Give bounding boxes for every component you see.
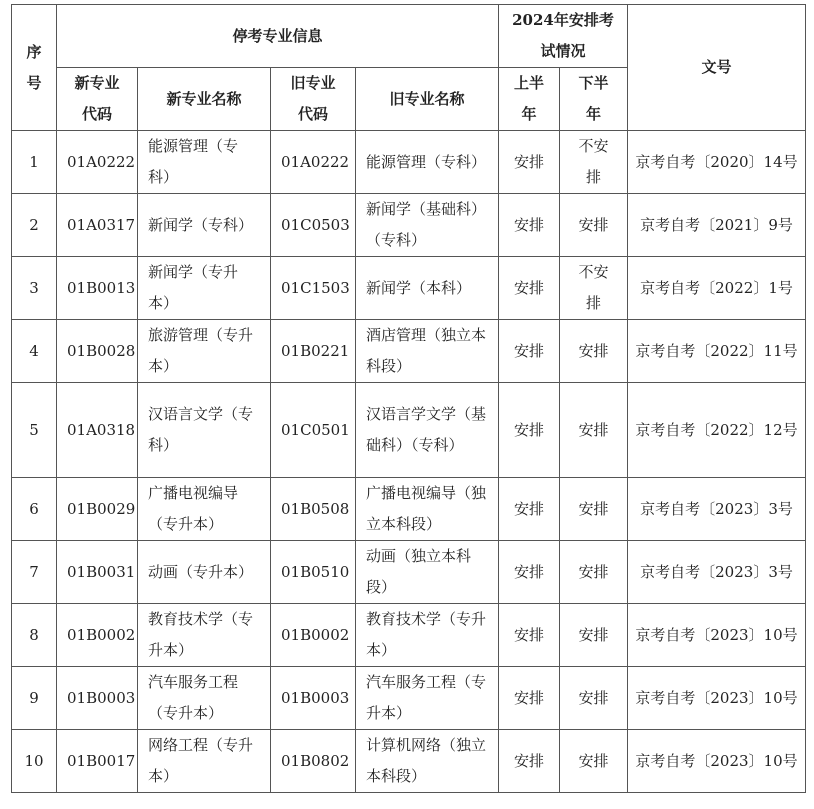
cell-second-half <box>560 257 628 320</box>
cell-new-code: 01B0002 <box>57 604 138 667</box>
cell-old-code: 01B0221 <box>271 320 356 383</box>
cell-seq: 6 <box>12 478 57 541</box>
cell-old-name-text: 汉语言学文学（基础科）（专科） <box>366 405 487 454</box>
header-new-name: 新专业名称 <box>138 68 271 131</box>
cell-second-half <box>560 320 628 383</box>
cell-new-name <box>138 604 271 667</box>
cell-old-name <box>356 194 499 257</box>
cell-second-half <box>560 541 628 604</box>
cell-new-code: 01B0028 <box>57 320 138 383</box>
header-second-half: 下半年 <box>560 68 628 131</box>
cell-second-half-text: 安排 <box>578 625 609 644</box>
exam-table <box>11 4 806 793</box>
table-row <box>12 667 806 730</box>
cell-first-half: 安排 <box>499 383 560 478</box>
cell-doc-no: 京考自考〔2022〕12号 <box>628 383 806 478</box>
cell-old-code: 01B0510 <box>271 541 356 604</box>
cell-doc-no: 京考自考〔2023〕10号 <box>628 730 806 793</box>
header-row-1 <box>12 5 806 68</box>
cell-new-name <box>138 320 271 383</box>
cell-second-half-text: 安排 <box>578 751 609 770</box>
cell-old-code: 01C0503 <box>271 194 356 257</box>
cell-new-code: 01A0318 <box>57 383 138 478</box>
cell-new-code: 01B0003 <box>57 667 138 730</box>
cell-second-half-text: 不安排 <box>578 263 609 312</box>
cell-first-half: 安排 <box>499 257 560 320</box>
cell-first-half: 安排 <box>499 541 560 604</box>
cell-old-name-text: 能源管理（专科） <box>366 152 487 171</box>
cell-old-code: 01B0003 <box>271 667 356 730</box>
table-row <box>12 257 806 320</box>
cell-seq: 8 <box>12 604 57 667</box>
cell-first-half: 安排 <box>499 667 560 730</box>
cell-old-name <box>356 730 499 793</box>
cell-old-name <box>356 667 499 730</box>
cell-new-name <box>138 730 271 793</box>
cell-first-half: 安排 <box>499 478 560 541</box>
header-first-half: 上半年 <box>499 68 560 131</box>
cell-new-code: 01B0029 <box>57 478 138 541</box>
cell-seq: 7 <box>12 541 57 604</box>
cell-second-half-text: 安排 <box>578 499 609 518</box>
cell-first-half: 安排 <box>499 131 560 194</box>
cell-new-name-text: 教育技术学（专升本） <box>148 610 254 659</box>
cell-doc-no: 京考自考〔2021〕9号 <box>628 194 806 257</box>
table-row <box>12 730 806 793</box>
header-stop-info: 停考专业信息 <box>57 5 499 68</box>
cell-second-half <box>560 131 628 194</box>
cell-seq: 5 <box>12 383 57 478</box>
cell-new-name-text: 新闻学（专升本） <box>148 263 239 312</box>
header-doc-no: 文号 <box>628 5 806 131</box>
cell-old-code: 01B0508 <box>271 478 356 541</box>
cell-new-name <box>138 257 271 320</box>
cell-new-name <box>138 194 271 257</box>
cell-doc-no: 京考自考〔2023〕3号 <box>628 541 806 604</box>
cell-seq: 1 <box>12 131 57 194</box>
cell-old-name <box>356 320 499 383</box>
cell-second-half-text: 安排 <box>578 341 609 360</box>
cell-new-code: 01B0031 <box>57 541 138 604</box>
cell-seq: 3 <box>12 257 57 320</box>
cell-new-code: 01B0013 <box>57 257 138 320</box>
cell-old-name-text: 酒店管理（独立本科段） <box>366 326 487 375</box>
cell-old-name <box>356 604 499 667</box>
header-seq: 序号 <box>12 5 57 131</box>
cell-second-half <box>560 194 628 257</box>
cell-new-name <box>138 541 271 604</box>
table-row <box>12 604 806 667</box>
cell-new-name <box>138 667 271 730</box>
cell-second-half-text: 不安排 <box>578 137 609 186</box>
cell-old-name-text: 教育技术学（专升本） <box>366 610 487 659</box>
cell-old-name <box>356 257 499 320</box>
cell-old-name <box>356 478 499 541</box>
cell-new-name <box>138 131 271 194</box>
cell-new-name-text: 网络工程（专升本） <box>148 736 254 785</box>
cell-old-name <box>356 541 499 604</box>
cell-old-name-text: 动画（独立本科段） <box>366 547 472 596</box>
cell-old-name-text: 广播电视编导（独立本科段） <box>366 484 487 533</box>
cell-old-code: 01C0501 <box>271 383 356 478</box>
cell-doc-no: 京考自考〔2022〕1号 <box>628 257 806 320</box>
table-row <box>12 383 806 478</box>
cell-new-name <box>138 383 271 478</box>
cell-second-half <box>560 604 628 667</box>
cell-new-name-text: 能源管理（专科） <box>148 137 239 186</box>
cell-second-half-text: 安排 <box>578 688 609 707</box>
cell-new-name <box>138 478 271 541</box>
cell-new-code: 01A0317 <box>57 194 138 257</box>
cell-old-code: 01B0002 <box>271 604 356 667</box>
cell-new-name-text: 汉语言文学（专科） <box>148 405 254 454</box>
cell-second-half <box>560 730 628 793</box>
cell-doc-no: 京考自考〔2023〕3号 <box>628 478 806 541</box>
cell-seq: 10 <box>12 730 57 793</box>
cell-old-name-text: 汽车服务工程（专升本） <box>366 673 487 722</box>
cell-old-name-text: 新闻学（本科） <box>366 278 472 297</box>
cell-second-half <box>560 478 628 541</box>
table-row <box>12 320 806 383</box>
cell-old-name <box>356 131 499 194</box>
cell-first-half: 安排 <box>499 194 560 257</box>
table-row <box>12 131 806 194</box>
cell-old-name <box>356 383 499 478</box>
cell-old-code: 01A0222 <box>271 131 356 194</box>
cell-doc-no: 京考自考〔2022〕11号 <box>628 320 806 383</box>
cell-second-half-text: 安排 <box>578 215 609 234</box>
cell-doc-no: 京考自考〔2023〕10号 <box>628 604 806 667</box>
cell-doc-no: 京考自考〔2020〕14号 <box>628 131 806 194</box>
cell-seq: 4 <box>12 320 57 383</box>
cell-new-name-text: 广播电视编导（专升本） <box>148 484 239 533</box>
cell-new-name-text: 旅游管理（专升本） <box>148 326 254 375</box>
cell-seq: 9 <box>12 667 57 730</box>
cell-new-name-text: 汽车服务工程（专升本） <box>148 673 239 722</box>
table-row <box>12 541 806 604</box>
cell-old-code: 01B0802 <box>271 730 356 793</box>
cell-first-half: 安排 <box>499 604 560 667</box>
header-old-code: 旧专业代码 <box>271 68 356 131</box>
header-exam-2024: 2024年安排考试情况 <box>499 5 628 68</box>
cell-old-name-text: 计算机网络（独立本科段） <box>366 736 487 785</box>
cell-first-half: 安排 <box>499 730 560 793</box>
cell-second-half-text: 安排 <box>578 420 609 439</box>
header-old-name: 旧专业名称 <box>356 68 499 131</box>
cell-second-half <box>560 667 628 730</box>
cell-second-half <box>560 383 628 478</box>
cell-old-code: 01C1503 <box>271 257 356 320</box>
header-new-code: 新专业代码 <box>57 68 138 131</box>
table-body <box>12 131 806 793</box>
cell-old-name-text: 新闻学（基础科）（专科） <box>366 200 487 249</box>
cell-seq: 2 <box>12 194 57 257</box>
cell-new-name-text: 动画（专升本） <box>148 562 254 581</box>
table-row <box>12 478 806 541</box>
cell-second-half-text: 安排 <box>578 562 609 581</box>
cell-first-half: 安排 <box>499 320 560 383</box>
cell-new-code: 01B0017 <box>57 730 138 793</box>
cell-new-code: 01A0222 <box>57 131 138 194</box>
table-row <box>12 194 806 257</box>
cell-doc-no: 京考自考〔2023〕10号 <box>628 667 806 730</box>
cell-new-name-text: 新闻学（专科） <box>148 215 254 234</box>
